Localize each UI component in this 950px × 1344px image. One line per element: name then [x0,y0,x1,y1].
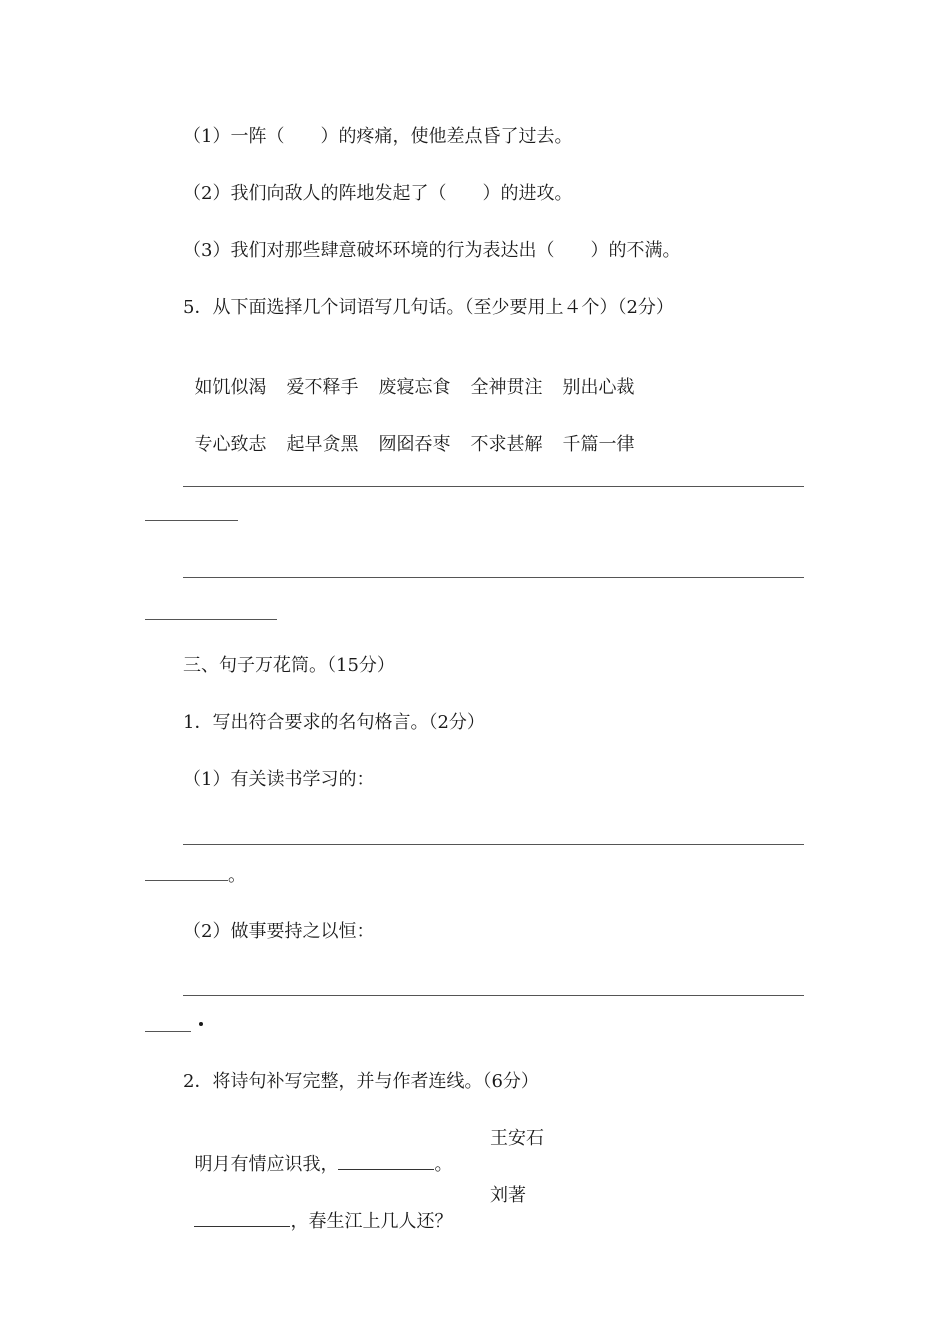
s3-q1-sub1-end: 。 [228,865,246,886]
poem-blank-2[interactable] [194,1208,290,1227]
word-item: 囫囵吞枣 [378,434,451,455]
word-item: 爱不释手 [286,377,359,398]
word-item: 废寝忘食 [378,377,451,398]
period-dot [199,1022,203,1026]
word-item: 别出心裁 [562,377,635,398]
poem-line-1-end: 。 [434,1154,453,1175]
poem-line-2 [183,1184,452,1234]
q5-word-row-1 [183,352,654,400]
answer-line-continuation[interactable] [145,1031,191,1032]
poem-line-1-text: 明月有情应识我， [194,1154,339,1175]
q4-item-1: （1）一阵（ ）的疼痛，使他差点昏了过去。 [183,126,573,147]
word-item: 专心致志 [194,434,267,455]
word-item: 全神贯注 [470,377,543,398]
s3-q1-sub2: （2）做事要持之以恒： [183,921,375,942]
q5-prompt: 5．从下面选择几个词语写几句话。（至少要用上４个）（2分） [183,297,674,318]
answer-line[interactable] [183,486,804,487]
answer-line[interactable] [183,995,804,996]
poem-line-2-text: ，春生江上几人还？ [290,1211,453,1232]
word-item: 起早贪黑 [286,434,359,455]
answer-line-continuation[interactable] [145,520,238,521]
answer-line-continuation[interactable] [145,619,277,620]
answer-line[interactable] [183,844,804,845]
word-item: 千篇一律 [562,434,635,455]
s3-q1-sub1: （1）有关读书学习的： [183,769,375,790]
s3-q1-prompt: 1．写出符合要求的名句格言。（2分） [183,712,485,733]
poem-line-1 [183,1127,452,1177]
q4-item-2: （2）我们向敌人的阵地发起了（ ）的进攻。 [183,183,573,204]
answer-line-continuation[interactable] [145,880,228,881]
s3-q2-prompt: 2．将诗句补写完整，并与作者连线。（6分） [183,1071,539,1092]
poem-author-2[interactable]: 刘著 [490,1185,526,1206]
word-item: 如饥似渴 [194,377,267,398]
q4-item-3: （3）我们对那些肆意破坏环境的行为表达出（ ）的不满。 [183,240,681,261]
poem-author-1[interactable]: 王安石 [490,1128,544,1149]
answer-line[interactable] [183,577,804,578]
q5-word-row-2 [183,409,654,457]
section-3-title: 三、句子万花筒。（15分） [183,655,395,676]
word-item: 不求甚解 [470,434,543,455]
poem-blank-1[interactable] [338,1151,434,1170]
